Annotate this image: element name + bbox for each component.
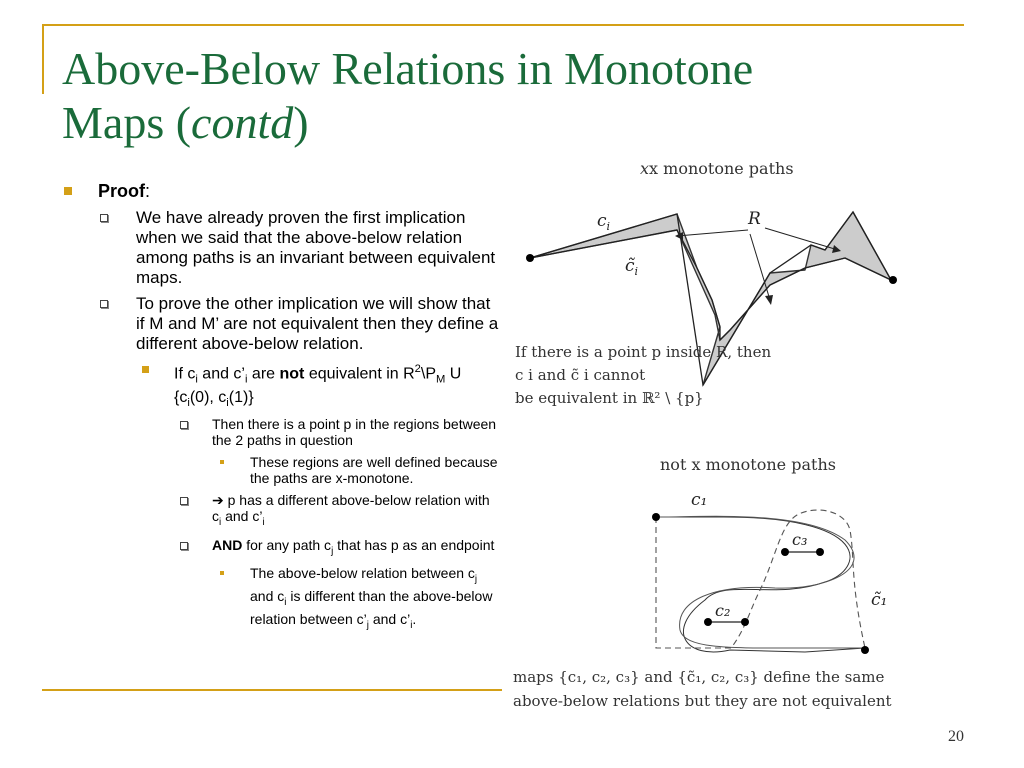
left-rule xyxy=(42,24,44,94)
path-c1 xyxy=(656,517,865,652)
path-start-point xyxy=(526,254,534,262)
label-r: R xyxy=(748,209,761,229)
list-item: The above-below relation between $c_j$ and $c_i$ is different than the above-below relation between $c’_j$ and $c’_i$. xyxy=(62,565,502,633)
list-item: AND for any path $c_j$ that has p as an endpoint xyxy=(62,537,502,560)
monotone-paths-figure xyxy=(505,150,1005,720)
caption-2-line-1: maps {c₁, c₂, c₃} and {c̃₁, c₂, c₃} define the same xyxy=(513,668,885,686)
square-bullet-icon xyxy=(64,187,72,195)
path-c1-fill xyxy=(656,516,865,648)
hollow-square-bullet-icon xyxy=(100,300,108,308)
list-item: We have already proven the first implication when we said that the above-below relation among paths is an invariant between equivalent maps. xyxy=(62,208,502,288)
path-end-point xyxy=(889,276,897,284)
hollow-square-bullet-icon xyxy=(180,421,188,429)
c3-start-point xyxy=(781,548,789,556)
arrowhead-icon xyxy=(765,295,773,305)
caption-2-line-2: above-below relations but they are not equivalent xyxy=(513,692,892,710)
caption-1-line-2: c i and c̃ i cannot xyxy=(515,366,646,384)
hollow-square-bullet-icon xyxy=(180,542,188,550)
label-c3: c₃ xyxy=(792,530,808,549)
proof-bullet: Proof: xyxy=(62,180,502,202)
c1-start-point xyxy=(652,513,660,521)
c1-end-point xyxy=(861,646,869,654)
c2-end-point xyxy=(741,618,749,626)
label-c1-tilde: c̃₁ xyxy=(871,590,888,610)
c3-end-point xyxy=(816,548,824,556)
arrow-r-left xyxy=(677,230,748,236)
slide-body xyxy=(62,180,502,640)
square-bullet-icon xyxy=(142,366,149,373)
bottom-rule xyxy=(42,689,502,691)
label-c1: c₁ xyxy=(691,490,708,510)
label-ci-tilde: $c̃_i$ xyxy=(625,256,639,278)
small-square-bullet-icon xyxy=(220,460,224,464)
list-item: ➔ p has a different above-below relation with $c_i$ and $c’_i$ xyxy=(62,492,502,531)
caption-1-line-3: be equivalent in ℝ² \ {p} xyxy=(515,389,704,407)
top-figure-title: xx monotone paths xyxy=(640,159,794,178)
list-item: To prove the other implication we will show that if M and M’ are not equivalent then they define a different above-below relation. xyxy=(62,294,502,354)
bottom-figure-title: not x monotone paths xyxy=(660,455,836,474)
label-ci: $c_i$ xyxy=(597,211,611,233)
top-rule xyxy=(42,24,964,26)
caption-1-line-1: If there is a point p inside R, then xyxy=(515,343,772,361)
c2-start-point xyxy=(704,618,712,626)
arrow-icon: ➔ xyxy=(212,491,224,508)
small-square-bullet-icon xyxy=(220,571,224,575)
hollow-square-bullet-icon xyxy=(180,497,188,505)
list-item: If $c_i$ and $c’_i$ are not equivalent in $R^2\backslash P_M$ U {$c_i(0)$, $c_i(1)$} xyxy=(62,360,502,412)
slide-title: Above-Below Relations in Monotone Maps (contd) xyxy=(62,43,754,148)
arrow-r-right xyxy=(765,228,838,250)
hollow-square-bullet-icon xyxy=(100,214,108,222)
page-number: 20 xyxy=(948,728,964,745)
label-c2: c₂ xyxy=(715,601,731,620)
list-item: Then there is a point p in the regions between the 2 paths in question xyxy=(62,416,502,448)
list-item: These regions are well defined because the paths are x-monotone. xyxy=(62,454,502,486)
